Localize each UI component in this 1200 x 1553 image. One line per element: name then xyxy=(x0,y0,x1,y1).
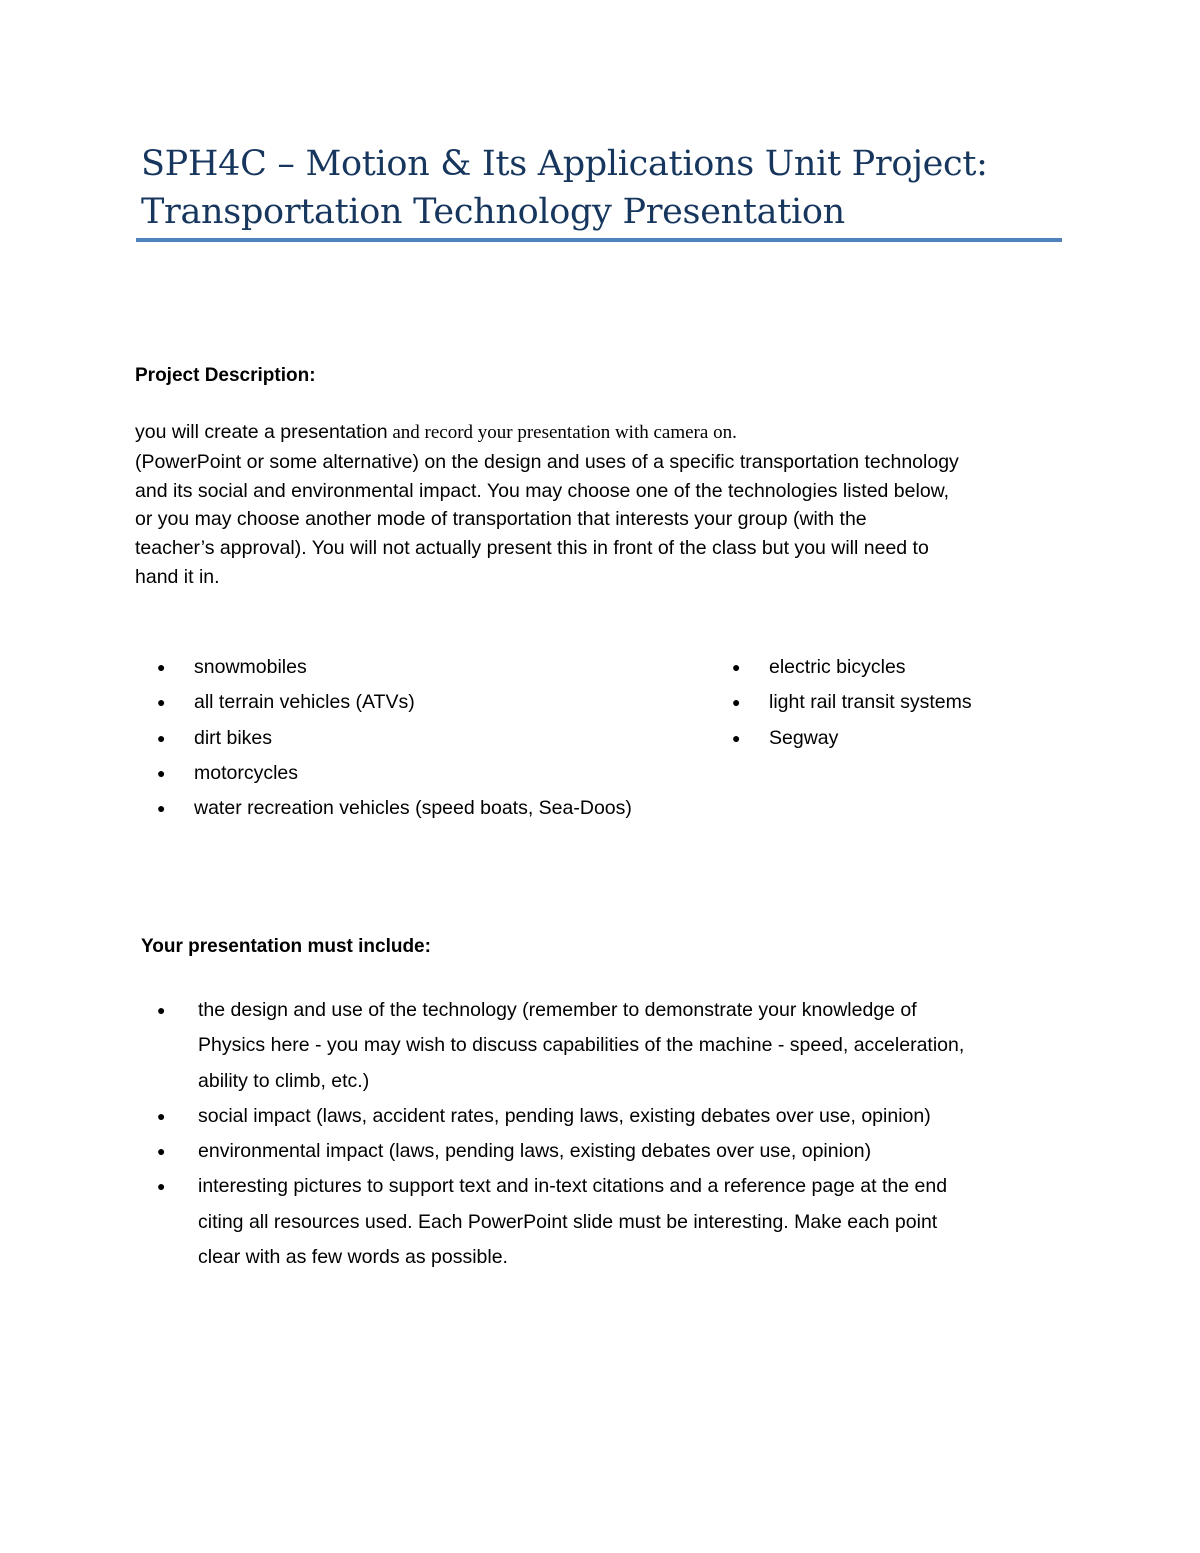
list-item xyxy=(709,721,972,756)
list-item xyxy=(138,993,1058,1099)
requirements-heading: Your presentation must include: xyxy=(141,936,431,957)
paragraph-line: and its social and environmental impact. You may choose one of the technologies listed below, xyxy=(135,479,950,502)
list-item-text: snowmobiles xyxy=(194,656,307,678)
list-item-text: motorcycles xyxy=(194,761,299,784)
list-item-text: light rail transit systems xyxy=(769,691,972,714)
list-item-text: dirt bikes xyxy=(194,726,273,749)
title-underline xyxy=(136,238,1062,242)
document-title xyxy=(141,140,1081,236)
paragraph-text: and record your presentation with camera on. xyxy=(387,422,737,443)
paragraph-text: you will create a presentation xyxy=(135,421,388,443)
list-item-text: environmental impact (laws, pending laws, existing debates over use, opinion) xyxy=(198,1140,872,1163)
title-line-1: SPH4C – Motion & Its Applications Unit Project: xyxy=(141,144,988,184)
list-item-text: all terrain vehicles (ATVs) xyxy=(194,691,415,714)
list-item xyxy=(138,1099,1058,1134)
list-item xyxy=(134,756,632,791)
bullet-dot-icon: ● xyxy=(157,1178,166,1195)
bullet-dot-icon: ● xyxy=(732,659,741,675)
list-item xyxy=(134,685,632,720)
list-item-text: interesting pictures to support text and in-text citations and a reference page at the end xyxy=(198,1175,948,1198)
list-item-text: Physics here - you may wish to discuss capabilities of the machine - speed, acceleration, xyxy=(198,1034,965,1057)
bullet-dot-icon: ● xyxy=(732,729,741,746)
bullet-dot-icon: ● xyxy=(157,764,166,781)
paragraph-line: or you may choose another mode of transportation that interests your group (with the xyxy=(135,508,867,531)
bullet-dot-icon: ● xyxy=(732,694,741,711)
list-item xyxy=(134,650,632,685)
list-item-text: clear with as few words as possible. xyxy=(198,1246,508,1269)
paragraph-line: teacher’s approval). You will not actually present this in front of the class but you will need to xyxy=(135,537,929,560)
list-item xyxy=(138,1169,1058,1275)
paragraph-line: hand it in. xyxy=(135,565,220,588)
paragraph-line xyxy=(135,418,1065,448)
list-item-text: electric bicycles xyxy=(769,656,906,678)
project-description-paragraph xyxy=(135,418,1065,592)
technology-list-right xyxy=(709,650,972,756)
bullet-dot-icon: ● xyxy=(157,694,166,711)
bullet-dot-icon: ● xyxy=(157,659,166,675)
list-item xyxy=(134,721,632,756)
title-line-2: Transportation Technology Presentation xyxy=(141,192,845,232)
bullet-dot-icon: ● xyxy=(157,729,166,746)
bullet-dot-icon: ● xyxy=(157,1143,166,1160)
bullet-dot-icon: ● xyxy=(157,1002,166,1018)
list-item-text: the design and use of the technology (remember to demonstrate your knowledge of xyxy=(198,999,917,1021)
list-item xyxy=(709,650,972,685)
list-item-text: ability to climb, etc.) xyxy=(198,1069,370,1092)
requirements-list xyxy=(138,993,1058,1275)
list-item-text: citing all resources used. Each PowerPoint slide must be interesting. Make each point xyxy=(198,1210,938,1233)
list-item-text: social impact (laws, accident rates, pending laws, existing debates over use, opinion) xyxy=(198,1104,931,1127)
list-item xyxy=(134,791,632,826)
bullet-dot-icon: ● xyxy=(157,800,166,817)
list-item-text: Segway xyxy=(769,726,839,749)
list-item xyxy=(709,685,972,720)
technology-list-left xyxy=(134,650,632,826)
list-item-text: water recreation vehicles (speed boats, Sea-Doos) xyxy=(194,797,632,820)
list-item xyxy=(138,1134,1058,1169)
paragraph-line: (PowerPoint or some alternative) on the design and uses of a specific transportation technology xyxy=(135,450,959,473)
project-description-heading: Project Description: xyxy=(135,365,316,386)
bullet-dot-icon: ● xyxy=(157,1107,166,1124)
